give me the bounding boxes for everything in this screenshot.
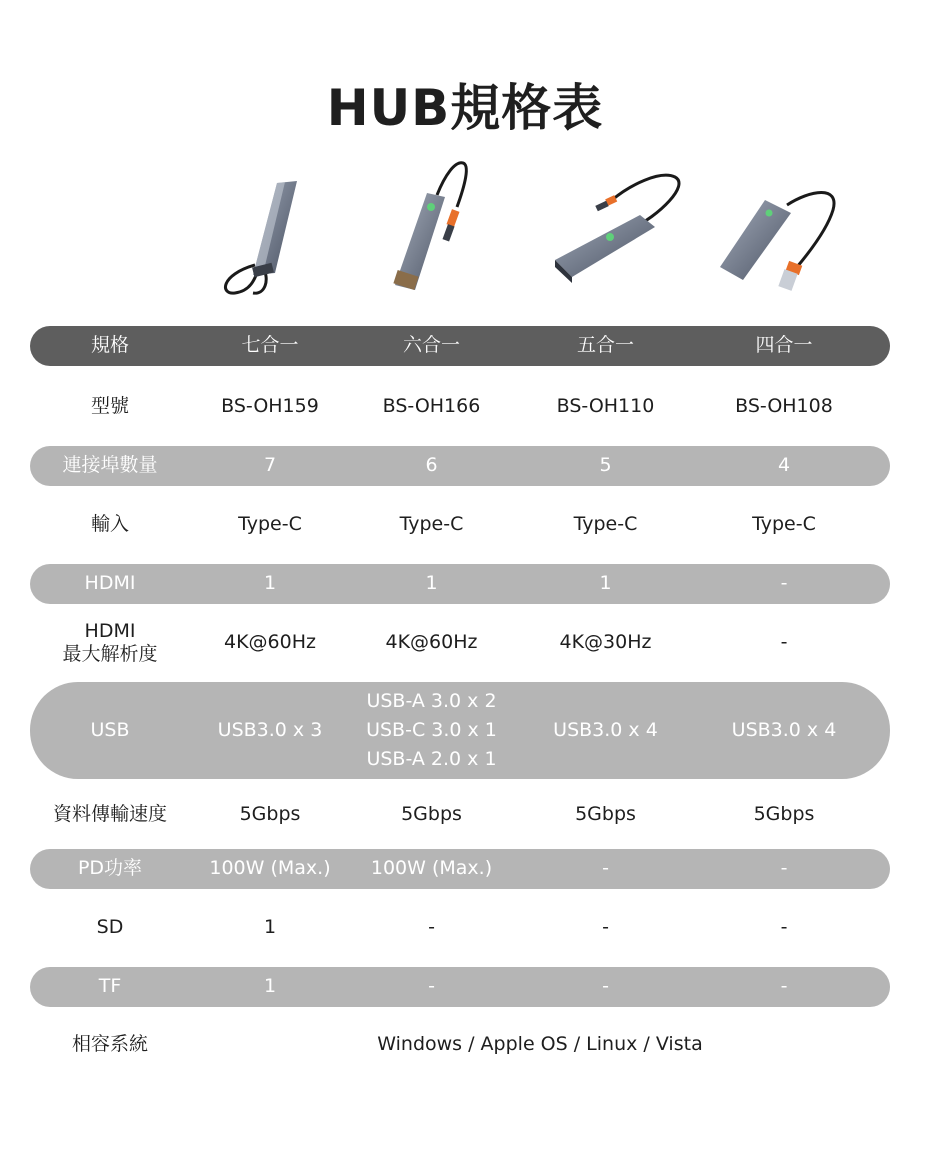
cell: - bbox=[780, 572, 788, 595]
table-row-tf bbox=[30, 967, 890, 1007]
cell: Type-C bbox=[573, 513, 638, 536]
table-row-hdmi bbox=[30, 564, 890, 604]
row-label-line-1: HDMI bbox=[84, 620, 136, 642]
row-label: 連接埠數量 bbox=[62, 454, 158, 477]
cell: 100W (Max.) bbox=[209, 857, 331, 880]
row-label-line-2: 最大解析度 bbox=[62, 643, 158, 665]
cell: BS-OH110 bbox=[556, 395, 655, 418]
header-col-2: 六合一 bbox=[402, 334, 460, 357]
table-row-model bbox=[30, 387, 890, 427]
table-row-usb bbox=[30, 682, 890, 779]
cell: Type-C bbox=[238, 513, 302, 536]
cell: 4K@30Hz bbox=[559, 631, 652, 654]
row-label: USB bbox=[90, 718, 130, 741]
table-row-os bbox=[30, 1025, 890, 1065]
page-title: HUB規格表 bbox=[326, 79, 604, 137]
row-label: PD功率 bbox=[77, 857, 143, 880]
usb-line-3: USB-A 2.0 x 1 bbox=[366, 748, 497, 770]
cell: BS-OH108 bbox=[735, 395, 833, 418]
table-row-input bbox=[30, 505, 890, 545]
cell: USB3.0 x 4 bbox=[553, 718, 658, 741]
cell: 100W (Max.) bbox=[370, 857, 493, 880]
cell: 5Gbps bbox=[401, 803, 462, 826]
table-row-pd bbox=[30, 849, 890, 889]
cell: Type-C bbox=[399, 513, 464, 536]
header-col-1: 七合一 bbox=[241, 334, 299, 357]
row-label: 型號 bbox=[90, 395, 129, 418]
cell: 1 bbox=[263, 572, 277, 595]
row-label bbox=[30, 620, 190, 666]
row-label: TF bbox=[98, 975, 122, 998]
cell: 5 bbox=[599, 454, 612, 477]
cell: - bbox=[428, 916, 435, 939]
cell: - bbox=[780, 975, 788, 998]
row-label: SD bbox=[96, 916, 124, 939]
cell: 1 bbox=[263, 916, 277, 939]
header-col-3: 五合一 bbox=[576, 334, 634, 357]
header-col-4: 四合一 bbox=[755, 334, 813, 357]
cell: 1 bbox=[425, 572, 438, 595]
row-label: 資料傳輸速度 bbox=[52, 803, 167, 826]
cell: 5Gbps bbox=[239, 803, 301, 826]
cell: 4K@60Hz bbox=[385, 631, 478, 654]
cell: 4 bbox=[777, 454, 791, 477]
cell: 5Gbps bbox=[575, 803, 636, 826]
row-label: 相容系統 bbox=[71, 1033, 148, 1056]
header-label: 規格 bbox=[90, 334, 129, 357]
cell: - bbox=[428, 975, 435, 998]
cell: BS-OH166 bbox=[382, 395, 481, 418]
hub-6in1-image bbox=[375, 155, 485, 305]
cell: USB3.0 x 3 bbox=[217, 718, 323, 741]
os-value: Windows / Apple OS / Linux / Vista bbox=[377, 1033, 703, 1056]
usb-line-2: USB-C 3.0 x 1 bbox=[366, 719, 497, 741]
table-row-ports bbox=[30, 446, 890, 486]
row-label: 輸入 bbox=[90, 513, 129, 536]
usb-line-1: USB-A 3.0 x 2 bbox=[366, 690, 497, 712]
cell-multiline bbox=[350, 687, 513, 774]
cell: - bbox=[602, 857, 609, 880]
cell: - bbox=[602, 916, 609, 939]
hub-5in1-image bbox=[550, 155, 690, 305]
cell: 6 bbox=[425, 454, 438, 477]
table-row-sd bbox=[30, 908, 890, 948]
row-label: HDMI bbox=[84, 572, 136, 595]
table-row-hdmi-resolution bbox=[30, 617, 890, 669]
cell: 4K@60Hz bbox=[224, 631, 316, 654]
cell: - bbox=[780, 916, 788, 939]
product-images bbox=[0, 155, 930, 305]
cell: BS-OH159 bbox=[221, 395, 319, 418]
cell: - bbox=[780, 857, 788, 880]
cell: USB3.0 x 4 bbox=[731, 718, 837, 741]
table-header-row bbox=[30, 326, 890, 366]
cell: Type-C bbox=[752, 513, 816, 536]
cell: 7 bbox=[263, 454, 277, 477]
table-row-speed bbox=[30, 795, 890, 835]
cell: 5Gbps bbox=[753, 803, 815, 826]
hub-7in1-image bbox=[215, 155, 315, 305]
cell: 1 bbox=[599, 572, 612, 595]
hub-4in1-image bbox=[715, 155, 845, 305]
cell: - bbox=[602, 975, 609, 998]
cell: 1 bbox=[263, 975, 277, 998]
cell: - bbox=[780, 631, 788, 654]
